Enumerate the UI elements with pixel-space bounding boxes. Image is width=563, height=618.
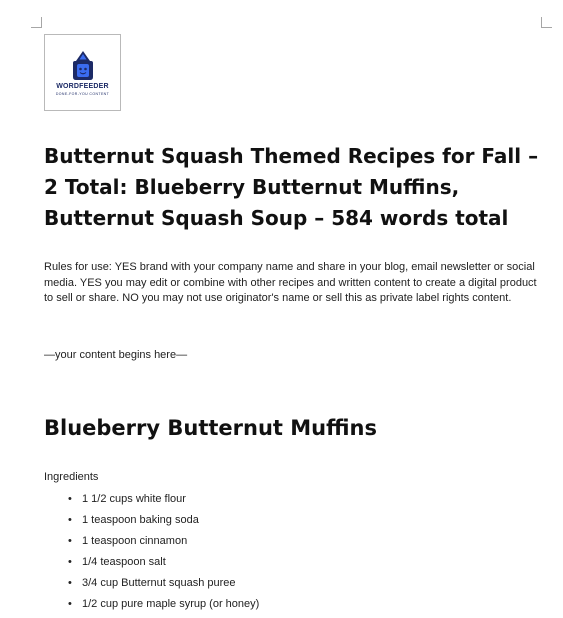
ingredient-text: 1 1/2 cups white flour bbox=[82, 493, 186, 505]
list-item bbox=[68, 534, 259, 555]
list-item bbox=[68, 597, 259, 618]
bullet-icon: • bbox=[68, 535, 72, 547]
bullet-icon: • bbox=[68, 514, 72, 526]
ingredient-text: 1 teaspoon baking soda bbox=[82, 514, 199, 526]
ingredient-text: 3/4 cup Butternut squash puree bbox=[82, 577, 236, 589]
rules-for-use: Rules for use: YES brand with your company name and share in your blog, email newsletter or social media. YES you may edit or combine with other recipes and written content to create a digital product to sell or share. NO you may not use originator's name or sell this as private label rights content. bbox=[44, 261, 537, 305]
bullet-icon: • bbox=[68, 493, 72, 505]
list-item bbox=[68, 513, 259, 534]
logo-tagline: DONE-FOR-YOU CONTENT bbox=[55, 92, 110, 96]
ingredients-label: Ingredients bbox=[44, 471, 99, 483]
list-item bbox=[68, 555, 259, 576]
bullet-icon: • bbox=[68, 598, 72, 610]
ingredient-text: 1 teaspoon cinnamon bbox=[82, 535, 188, 547]
crop-mark-top-left bbox=[31, 17, 42, 28]
bullet-icon: • bbox=[68, 556, 72, 568]
wordfeeder-logo bbox=[44, 34, 121, 111]
ingredient-text: 1/2 cup pure maple syrup (or honey) bbox=[82, 598, 260, 610]
document-title: Butternut Squash Themed Recipes for Fall – 2 Total: Blueberry Butternut Muffins, Butternut Squash Soup – 584 words total bbox=[44, 144, 539, 230]
crop-mark-top-right bbox=[541, 17, 552, 28]
logo-wordmark: WORDFEEDER bbox=[56, 83, 109, 90]
list-item bbox=[68, 492, 259, 513]
bullet-icon: • bbox=[68, 577, 72, 589]
list-item bbox=[68, 576, 259, 597]
section-title: Blueberry Butternut Muffins bbox=[44, 416, 377, 440]
ingredient-text: 1/4 teaspoon salt bbox=[82, 556, 166, 568]
pencil-head-icon bbox=[70, 50, 96, 82]
content-begin-marker: —your content begins here— bbox=[44, 349, 188, 361]
ingredient-list bbox=[68, 492, 259, 618]
